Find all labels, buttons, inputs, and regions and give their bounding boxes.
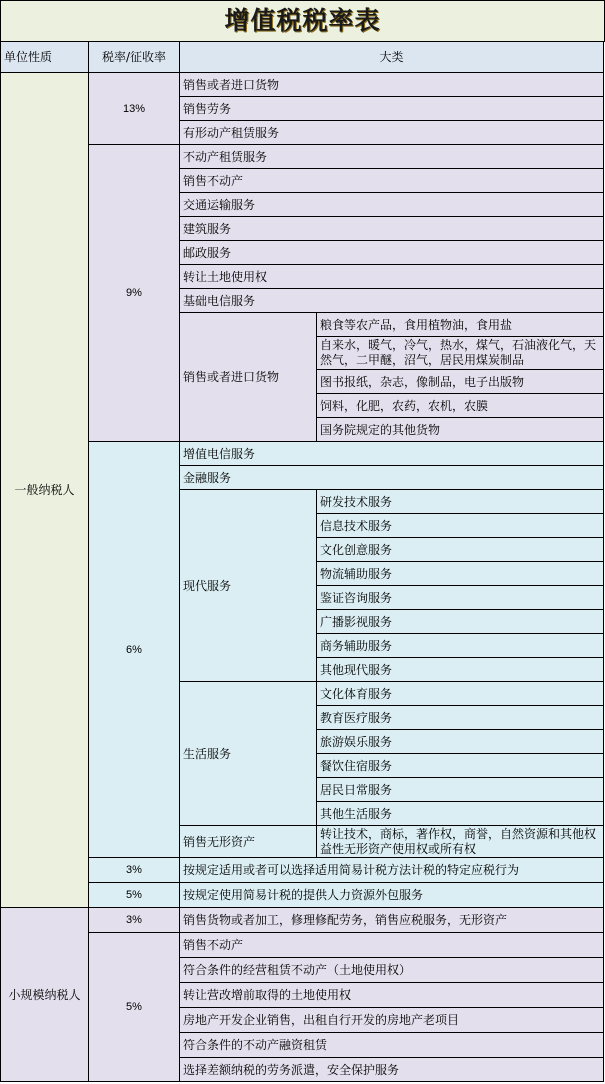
table-row: 教育医疗服务 bbox=[316, 705, 604, 730]
table-row: 转让技术，商标，著作权，商誉，自然资源和其他权益性无形资产使用权或所有权 bbox=[316, 825, 604, 858]
table-row: 研发技术服务 bbox=[316, 489, 604, 514]
table-row: 交通运输服务 bbox=[179, 192, 604, 217]
table-row: 其他生活服务 bbox=[316, 801, 604, 826]
page-title: 增值税税率表 bbox=[0, 0, 605, 42]
table-row: 物流辅助服务 bbox=[316, 561, 604, 586]
table-row: 旅游娱乐服务 bbox=[316, 729, 604, 754]
table-row: 居民日常服务 bbox=[316, 777, 604, 802]
rate-6-text: 6% bbox=[126, 643, 142, 656]
table-row: 销售不动产 bbox=[179, 932, 604, 958]
rate-5-cell: 5% bbox=[88, 882, 180, 908]
table-row: 销售或者进口货物 bbox=[179, 72, 604, 97]
table-row: 鉴证咨询服务 bbox=[316, 585, 604, 610]
table-row: 基础电信服务 bbox=[179, 288, 604, 313]
table-row: 广播影视服务 bbox=[316, 609, 604, 634]
general-taxpayer-label bbox=[0, 72, 89, 908]
table-row: 商务辅助服务 bbox=[316, 633, 604, 658]
table-row: 图书报纸，杂志，像制品，电子出版物 bbox=[316, 369, 604, 394]
table-row: 按规定使用简易计税的提供人力资源外包服务 bbox=[179, 882, 604, 908]
rate-13-cell: 13% bbox=[88, 72, 180, 145]
table-row: 其他现代服务 bbox=[316, 657, 604, 682]
modern-services-label: 现代服务 bbox=[179, 489, 317, 682]
table-row: 转让土地使用权 bbox=[179, 264, 604, 289]
table-row: 房地产开发企业销售，出租自行开发的房地产老项目 bbox=[179, 1007, 604, 1033]
table-row: 国务院规定的其他货物 bbox=[316, 417, 604, 442]
table-row: 销售劳务 bbox=[179, 96, 604, 121]
table-row: 饲料，化肥，农药，农机，农膜 bbox=[316, 393, 604, 418]
table-row: 符合条件的经营租赁不动产（土地使用权） bbox=[179, 957, 604, 983]
table-row: 销售货物或者加工，修理修配劳务，销售应税服务，无形资产 bbox=[179, 907, 604, 933]
rate-3-cell: 3% bbox=[88, 857, 180, 883]
header-category: 大类 bbox=[179, 41, 604, 73]
small-rate-5-cell: 5% bbox=[88, 932, 180, 1082]
header-rate: 税率/征收率 bbox=[88, 41, 180, 73]
table-row: 不动产租赁服务 bbox=[179, 144, 604, 169]
table-row: 文化创意服务 bbox=[316, 537, 604, 562]
table-row: 金融服务 bbox=[179, 465, 604, 490]
table-row: 信息技术服务 bbox=[316, 513, 604, 538]
table-row: 建筑服务 bbox=[179, 216, 604, 241]
life-services-label: 生活服务 bbox=[179, 681, 317, 826]
table-row: 符合条件的不动产融资租赁 bbox=[179, 1032, 604, 1058]
table-row: 文化体育服务 bbox=[316, 681, 604, 706]
goods-group-label: 销售或者进口货物 bbox=[179, 312, 317, 442]
small-rate-3-cell: 3% bbox=[88, 907, 180, 933]
table-row: 餐饮住宿服务 bbox=[316, 753, 604, 778]
table-row: 粮食等农产品，食用植物油，食用盐 bbox=[316, 312, 604, 337]
table-row: 邮政服务 bbox=[179, 240, 604, 265]
rate-6-cell bbox=[88, 441, 180, 858]
table-row: 有形动产租赁服务 bbox=[179, 120, 604, 145]
table-row: 转让营改增前取得的土地使用权 bbox=[179, 982, 604, 1008]
intangible-label: 销售无形资产 bbox=[179, 825, 317, 858]
small-taxpayer-label: 小规模纳税人 bbox=[0, 907, 89, 1082]
table-row: 增值电信服务 bbox=[179, 441, 604, 466]
table-row: 销售不动产 bbox=[179, 168, 604, 193]
table-row: 按规定适用或者可以选择适用简易计税方法计税的特定应税行为 bbox=[179, 857, 604, 883]
general-taxpayer-text: 一般纳税人 bbox=[14, 483, 75, 497]
table-row: 自来水，暖气，冷气，热水，煤气，石油液化气，天然气，二甲醚，沼气，居民用煤炭制品 bbox=[316, 336, 604, 370]
header-unit-type: 单位性质 bbox=[0, 41, 89, 73]
table-row: 选择差额纳税的劳务派遣，安全保护服务 bbox=[179, 1057, 604, 1082]
rate-9-cell: 9% bbox=[88, 144, 180, 442]
